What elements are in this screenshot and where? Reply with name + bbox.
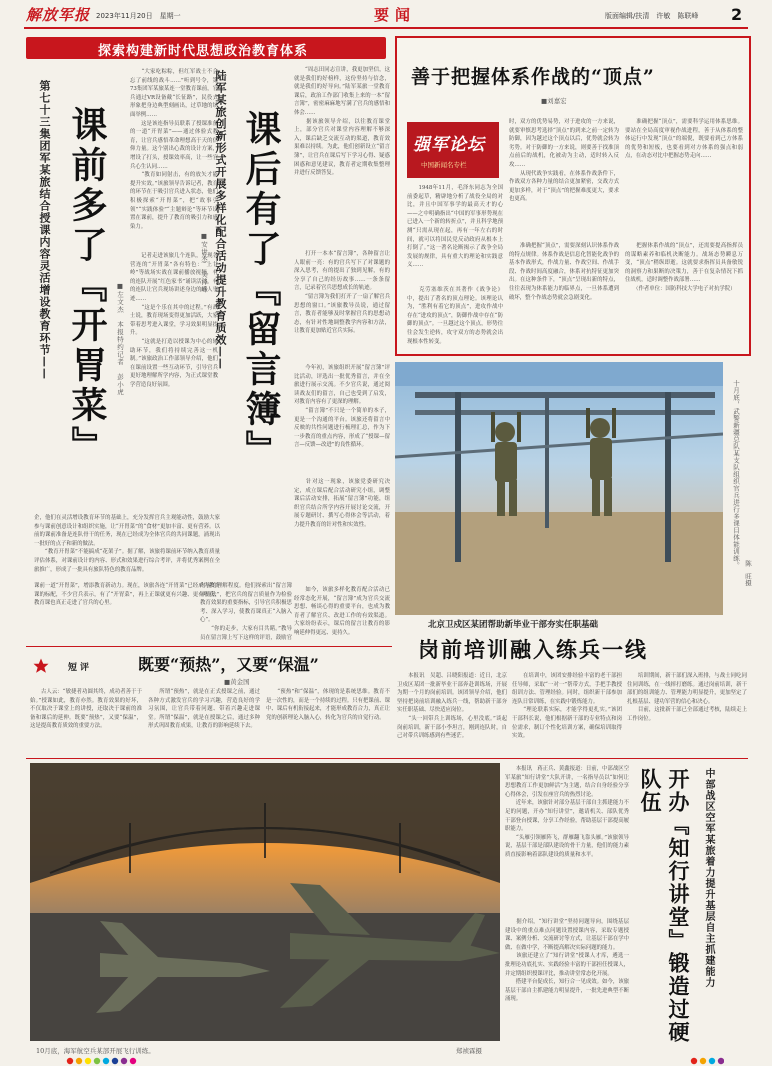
brief-byline: ■黄金国	[224, 678, 250, 686]
section-divider	[26, 758, 748, 759]
left-story-col2: 记者走进该旅几个连队，发现各营连的“开胃菜”各有特色：“上甘岭”等战场实战在课前播放视频，有的连队开展“红色家书”诵读活动，有的连队让官兵现场讲述身边的感人事迹…… “这是个乐在其中的过程。”有战士说，教育现场变得更加活跃，大家带着思考进入课堂，学习效果明显提升。 “这就是打造以授课为中心的辅助环节，我们将持续完善这一机制。”该旅政治工作部领导介绍，他们在课前设置一些互动环节，引导官兵更好地理解所学内容，为正式课堂教学营造良好氛围。	[130, 253, 218, 388]
aircraft-photo	[30, 763, 500, 1041]
aircraft-photo-scene	[30, 763, 500, 1041]
training-photo-scene	[395, 362, 723, 615]
color-registration-strip	[64, 1051, 724, 1061]
center-story	[196, 62, 392, 644]
training-photo-credit: 陈 旺摄	[744, 560, 752, 586]
badge-title: 强军论坛	[413, 135, 485, 155]
issue-date: 2023年11月20日 星期一	[96, 12, 181, 20]
feature-col2: 克劳塞维茨在其著作《战争论》中，提出了著名的顶点理论。该理论认为，“胜利有着它的顶点”，进攻作战中存在“进攻的顶点”，防御作战中存在“防御的顶点”。一旦越过这个顶点，形势往往会发生逆转，攻守双方的态势就会出现根本性转变。	[407, 287, 503, 345]
left-story-col1: “大家吃粽粽，但红军战士不会忘了前线的战斗……”听到号令，第73集团军某旅某连一堂教育课前，官兵通过VR设备戴“长征路”，民役式形象把身边典型刻画出，过草地的场面举例…… 这是该连指导员联系了授课准备的一道“开胃菜”——通过体验式教育，让官兵感悟革命理想高于天的信仰力量。这个别出心裁的设计方案，增设了打头，授课效率高，让一些官兵心生认同…… “教育如同射击，有的放矢才能提升实效。”该旅领导告诉记者，教育的环节在于吸引官兵进入状态，他们积极探索“开胃菜”，把“故事引领”“实践体验”“主题辩论”等环节设置在课前，提升了教育的吸引力和感染力。	[130, 69, 218, 230]
masthead-rule	[24, 27, 748, 29]
center-story-deck: 陆军某旅创新形式开展多样化配合活动提升教育质效——	[214, 70, 227, 370]
aircraft-photo-caption: 10月底，海军航空兵某部开展飞行训练。	[36, 1047, 155, 1055]
brief-col1: 古人云：“敏捷者功圆其终，成功者善于于始。”授课如此，教育亦然。教育效果的好坏，不仅取决于课堂上的讲授，还取决于课前的准备和课后的延伸。既要“预热”，又要“保温”，这是提高教育质效的重要方法。	[30, 689, 142, 730]
left-story-col4: 课前一道“开胃菜”，增添教育新动力。现在，该旅各连“开胃菜”已经成为教育课的标配，不少官兵表示，有了“开胃菜”，再上正课就更有兴趣、更有收获，教育课也真正走进了官兵的心里。	[34, 583, 220, 607]
aircraft-photo-credit: 郑祯霖摄	[456, 1047, 482, 1055]
training-photo-caption: 十月底，武警新疆总队某支队组织官兵进行多课目体能训练。	[732, 380, 740, 569]
bottom-story-col1: 本报讯 蒋正兵、黄鑫报道：日前，中部战区空军某旅“知行讲堂”大队开讲，一名指导员以“如何让思想教育工作更加鲜活”为主题，结合自身经验分享心得体会，引发在座官兵的热烈讨论。 近年来，该旅针对部分基层干部自主抓建能力不足的问题，开办“知行讲堂”，邀请机关、部队优秀干部登台授课，分享工作经验，帮助基层干部提高履职能力。 “头雁引领雁阵飞，群雁翻飞靠头雁。”该旅领导说，基层干部是部队建设的骨干力量，他们的能力素质直接影响着部队建设的质量和水平。	[505, 766, 629, 858]
brief-label: 短评	[68, 663, 93, 673]
masthead	[0, 0, 772, 30]
star-icon	[32, 657, 50, 675]
center-story-col5: 内容的理解程度。他们探索出“留言簿评价法”，把官兵的留言质量作为检验教育效果的重要指标，引导官兵积极思考、深入学习，使教育课真正“入脑入心”。 “你的走步，大家有目共睹。”教导员在留言簿上写下这样的评语，鼓励官	[200, 583, 292, 641]
bottom-story-deck: 中部战区空军某旅着力提升基层自主抓建能力	[703, 768, 714, 988]
training-photo	[395, 362, 723, 615]
center-story-col2: 打开一本本“留言簿”，各种留言让人眼前一亮：有的官兵写下了对课题的深入思考，有的提出了独到见解，有的分享了自己的经历故事……一条条留言，记录着官兵思想成长的轨迹。 “留言簿为我们打开了一扇了解官兵思想的窗口。”该旅教导员说，通过留言，教育者能够及时掌握官兵的思想动态，有针对性地调整教学内容和方法，让教育更加贴近官兵实际。	[294, 251, 390, 335]
column-badge	[407, 122, 499, 178]
banner-title: 探索构建新时代思想政治教育体系	[98, 44, 309, 59]
brief-title: 既要“预热”，又要“保温”	[138, 655, 319, 674]
middle-story-title: 岗前培训融入练兵一线	[418, 637, 648, 662]
feature-box	[395, 36, 751, 356]
brief-col2: 所谓“预热”，就是在正式授课之前，通过各种方式激发官兵的学习兴趣，营造良好的学习氛围，让官兵带着问题、带着兴趣走进课堂。所谓“保温”，就是在授课之后，通过多种形式巩固教育成果，让教育的影响延续下去。	[148, 689, 260, 730]
left-story-title: 课前多了『开胃菜』	[66, 106, 108, 466]
bottom-story-title: 开办『知行讲堂』锻造过硬队伍	[638, 768, 691, 1044]
middle-story-col2: 在培训中，该团安排经验丰富的老干部担任导师，采取“一对一”帮带方式，手把手教授组训方法、管理经验。同时，组织新干部参加连队日常训练，在实践中锻炼能力。 “理论联系实际，才能学得更扎实。”该团干部科长说，他们根据新干部的专业特点和岗位需求，制订个性化培训方案，确保培训取得实效。	[512, 673, 622, 740]
feature-col5: 准确把握“顶点”，需要科学运用体系思维。要站在全局高度审视作战进程，善于从体系的整体运行中发现“顶点”的端倪，既要看到己方体系的优势和短板，也要看到对方体系的强点和弱点，在动态对比中把握态势走向……	[625, 119, 743, 160]
middle-story-col3: 培训期间，新干部们深入班排，与战士同吃同住同训练，在一线摔打磨练。通过岗前培训，新干部们的组训能力、管理能力明显提升，更加坚定了扎根基层、建功军营的信心和决心。 目前，这批新干部已全部通过考核，陆续走上工作岗位。	[627, 673, 747, 722]
center-story-col6: 如今，该旅多样化教育配合活动已经常态化开展，“留言簿”成为官兵交流思想、畅谈心得的重要平台，也成为教育者了解官兵、改进工作的有效渠道。大家纷纷表示，课后的留言让教育的影响延伸得更远、更持久。	[294, 587, 390, 636]
feature-col3: 时，双方的优势易势，对于进攻的一方来说，就要审慎思考选择“顶点”的到来之前一定转为防御，因为越过这个顶点以后，优势就会转为劣势。对于防御的一方来说，则要善于找准顶点前后的战机，化被动为主动，适时转入反攻…… 从现代战争实践看，在体系作战条件下，作战双方各种力量的结合更加紧密，交战方式更加多样，对于“顶点”的把握难度更大，要求也更高。	[509, 119, 619, 203]
center-story-byline: ■安世杰 吴泽峰	[200, 232, 208, 294]
bottom-story-col2: 据介绍，“知行讲堂”坚持问题导向，围绕基层建设中的重点难点问题设置授课内容，采取专题授课、案例分析、交流研讨等方式，让基层干部在学中做、在做中学，不断提高解决实际问题的能力。 该旅还建立了“知行讲堂”授课人才库，遴选一批理论功底扎实、实践经验丰富的干部担任授课人，并定期组织授课评比，推动讲堂常态化开展。 搭建平台促成长，知行合一见成效。如今，该旅基层干部自主抓建能力明显提升，一批先进典型不断涌现。	[505, 919, 629, 1003]
section-title: 要闻	[374, 6, 417, 24]
center-story-col1: “周志田同志宣讲，我更加坚信，这就是我们的好榜样，这份坚持与信念，就是我们的好导向。”陆军某旅一堂教育课后，政治工作部门收集上来的一本“留言簿”，密密麻麻地写满了官兵的感悟和体会…… 据该旅领导介绍，以往教育课堂上，部分官兵对课堂内容理解不够深入，课后缺乏交流互动的渠道，教育效果难以持续。为此，他们创新设立“留言簿”，让官兵在课后写下学习心得、疑惑困惑和意见建议，教育者定期收集整理并进行反馈答复。	[294, 67, 390, 177]
left-story-col3: 企，他们在灵活增设教育环节的基础上，充分发挥官兵主观能动性，鼓励大家参与课前创意设计和组织实施，让“开胃菜”的“食材”更加丰富、更有营养。以前的课前准备是连队骨干的任务，现在已经成为全体官兵的共同课题，涌现出一批好的点子和新的做法。 “教育开胃菜”不能搞成“花架子”。据了解，该旅将课前环节纳入教育质量评估体系，对课前设计的内容、形式和效果进行综合考评，并将优秀案例在全旅推广，形成了一批具有旅队特色的教育品牌。	[34, 515, 220, 573]
page-number: 2	[731, 5, 743, 24]
feature-title: 善于把握体系作战的“顶点”	[411, 66, 655, 88]
newspaper-logo: 解放军报	[26, 6, 91, 24]
section-banner	[26, 37, 386, 59]
badge-subtitle: 中国新闻名专栏	[421, 161, 467, 169]
feature-col4: 准确把握“顶点”，需要深刻认识体系作战的特点规律。体系作战是信息化智能化战争的基本作战形式，作战力量、作战空间、作战手段、作战时间高度融合，体系对抗特征更加突出。在这种条件下，“顶点”呈现出新的特点，往往表现为体系能力的临界点，一旦体系遭到破坏，整个作战态势就会急剧变化。	[509, 243, 619, 301]
feature-col1: 1948年11月，毛泽东同志为全国前委起草，精辟地分析了战役全局的对比，并且中国军事学的最高天才的心——之中明确指出“中国的军事形势现在已进入一个新的转折点”，并且科学地预测“只需从现在起，再有一年左右的时间，就可以将国民党反动政府从根本上打倒了。”这一著名论断揭示了战争全局发展的规律，具有重大的理论和实践意义……	[407, 185, 503, 269]
middle-story-col1: 本报讯 吴超、吕晓阳报道：近日，北京卫戍区某团一批新毕业干部奔赴训练场，开展为期一个月的岗前培训。该团领导介绍，他们坚持把岗前培训融入练兵一线，帮助新干部夯实任职基础、尽快适应岗位。 “头一回带兵上训练场，心里没底。”谈起岗前培训，新干部小李坦言，刚到连队时，自己对带兵训练感到有些迷茫。	[397, 673, 507, 740]
left-story-byline: ■左文杰 本报特约记者 彭小虎	[116, 282, 124, 396]
brief-col3: “预热”和“保温”，体现的是系统思维。教育不是一次性的，而是一个持续的过程。只有把课前、课中、课后有机衔接起来，才能形成教育合力，真正让党的创新理论入脑入心，转化为官兵的自觉行动。	[266, 689, 390, 721]
center-story-col3: 今年初，该旅组织开展“留言簿”评比活动，评选出一批优秀留言，并在全旅进行展示交流。不少官兵说，通过阅读战友们的留言，自己也受到了启发，对教育内容有了更深的理解。 “留言簿”不只是一个简单的本子，更是一个沟通的平台。该旅还将留言中反映的共性问题进行梳理汇总，作为下一步教育的重点内容，形成了“授课—留言—反馈—改进”的良性循环。	[294, 365, 390, 449]
brief-label-block	[28, 651, 108, 681]
center-story-col4: 针对这一现象，该旅党委研究决定，成立课后配合活动研究小组，调整课后活动安排，拓展“留言簿”功能，组织官兵结合所学内容开展讨论交流，开展专题研讨、撰写心得体会等活动，着力提升教育的针对性和实效性。	[294, 479, 390, 528]
left-story-deck: 第七十三集团军某旅结合授课内容灵活增设教育环节——	[38, 80, 51, 380]
brief-rule	[26, 646, 392, 647]
feature-col6: 把握体系作战的“顶点”，还需要提高指挥员的谋略素养和临机决断能力。战场态势瞬息万变，“顶点”稍纵即逝。这就要求指挥员具备敏锐的洞察力和果断的决策力，善于在复杂情况下抓住战机，适时调整作战部署…… （作者单位：国防科技大学电子对抗学院）	[625, 243, 743, 292]
center-story-title: 课后有了『留言簿』	[240, 110, 282, 470]
page-editors: 版面编辑/扶清 许敏 陈联峰	[605, 12, 699, 20]
middle-story-overline: 北京卫戍区某团帮助新毕业干部夯实任职基础	[428, 620, 599, 630]
feature-byline: ■刘嘉宏	[541, 97, 567, 105]
